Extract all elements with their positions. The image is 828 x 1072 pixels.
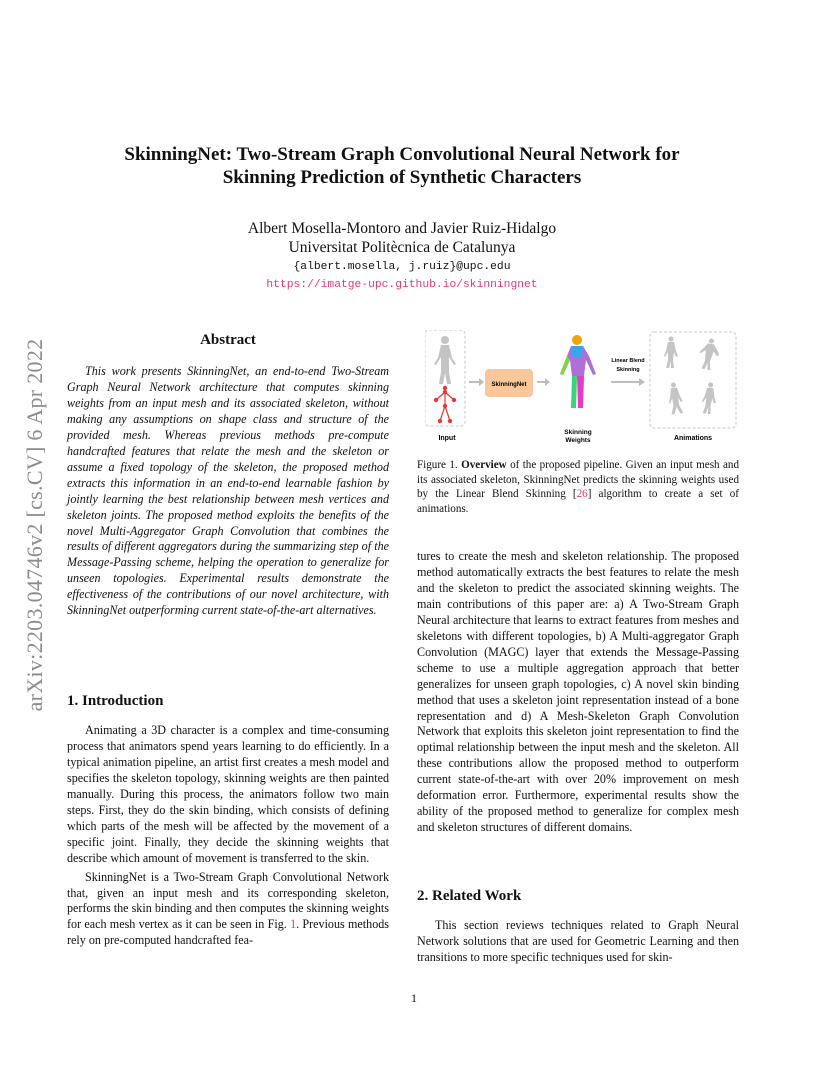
intro-continuation <box>417 549 739 836</box>
arrow-3-icon <box>611 378 645 386</box>
input-mesh-figure <box>434 336 456 384</box>
arrow-2-icon <box>537 378 550 386</box>
paper-title <box>70 143 734 189</box>
author-names: Albert Mosella-Montoro and Javier Ruiz-Hidalgo <box>247 220 557 237</box>
skinning-weights-figure <box>560 335 596 408</box>
project-url-link[interactable]: https://imatge-upc.github.io/skinningnet <box>266 279 538 291</box>
caption-text-2: ] algorithm to create a set of animations. <box>417 488 739 515</box>
introduction-heading: 1. Introduction <box>67 693 164 709</box>
input-frame <box>425 330 465 426</box>
figure-1-caption <box>417 458 739 516</box>
intro-p2-text-1: SkinningNet is a Two-Stream Graph Convolutional Network that, given an input mesh and its corresponding skeleton, performs the skin binding and then computes the skinning weights for each mesh vertex as it can be seen in Fig. <box>67 869 389 932</box>
paper-title-line-2: Skinning Prediction of Synthetic Characters <box>222 167 582 188</box>
lbs-label-line-1: Linear Blend <box>611 358 645 364</box>
page-number: 1 <box>411 991 417 1005</box>
abstract-heading: Abstract <box>200 332 256 348</box>
intro-paragraph-3: tures to create the mesh and skeleton relationship. The proposed method automatically extracts the best features to relate the mesh and the skeleton to predict the associated skinning weights. The main contributions of this paper are: a) A Two-Stream Graph Neural architecture that learns to extract features from meshes and skeletons with different topologies, b) A Multi-aggregator Graph Convolution (MAGC) layer that extends the Message-Passing scheme to use a multiple aggregation approach that better generalizes for unseen graph topologies, c) A novel skin binding method that uses a skeleton joint representation instead of a bone representation and d) A Mesh-Skeleton Graph Convolution Network that exploits this skeleton joint representation to find the optimal relationship between the input mesh and the skeleton. All these contributions allow the proposed method to outperform current state-of-the-art with over 20% improvement on mesh deformation error. Furthermore, experimental results show the ability of the proposed method to generalize for complex mesh and skeleton structures of different domains. <box>417 549 739 835</box>
caption-text-1: of the proposed pipeline. Given an input mesh and its associated skeleton, SkinningNet predicts the skinning weights used by the Linear Blend Skinning [ <box>417 459 740 501</box>
lbs-label-line-2: Skinning <box>616 367 640 373</box>
intro-paragraph-2 <box>67 870 389 950</box>
weights-label-line-1: Skinning <box>564 429 592 436</box>
arxiv-identifier-text: arXiv:2203.04746v2 [cs.CV] 6 Apr 2022 <box>22 338 47 712</box>
animation-poses <box>664 337 722 415</box>
arrow-1-icon <box>469 378 484 386</box>
caption-bold: Overview <box>461 459 507 471</box>
intro-paragraph-1: Animating a 3D character is a complex and time-consuming process that animators spend years learning to do efficiently. In a typical animation pipeline, an artist first creates a mesh model and specifies the skeleton topology, skinning weights are then painted manually. During this process, the animators follow two main steps. First, they do the skin binding, which consists of defining which parts of the mesh will be affected by the movement of a specific joint. Finally, they decide the skinning weights that describe which amount of movement is transferred to the skin. <box>67 723 389 865</box>
author-affiliation: Universitat Politècnica de Catalunya <box>288 239 516 256</box>
input-skeleton-figure <box>434 386 455 422</box>
author-block <box>70 219 734 257</box>
related-work-body <box>417 918 739 966</box>
related-paragraph-1: This section reviews techniques related to Graph Neural Network solutions that are used for Geometric Learning and then transitions to more specific techniques used for skin- <box>417 918 739 964</box>
introduction-body <box>67 723 389 949</box>
figure-1-pipeline <box>425 330 737 448</box>
animations-frame <box>650 332 736 428</box>
abstract-text: This work presents SkinningNet, an end-to-end Two-Stream Graph Neural Network architecture that computes skinning weights from an input mesh and its associated skeleton, without making any assumptions on shape class and structure of the provided mesh. Whereas previous methods pre-compute handcrafted features that relate the mesh and the skeleton or assume a fixed topology of the skeleton, the proposed method extracts this information in an end-to-end learnable fashion by jointly learning the best relationship between mesh vertices and skeleton joints. The proposed method exploits the benefits of the novel Multi-Aggregator Graph Convolution that combines the results of different aggregators during the summarizing step of the Message-Passing scheme, helping the operation to generalize for unseen topologies. Experimental results demonstrate the effectiveness of the contributions of our novel architecture, with SkinningNet outperforming current state-of-the-art alternatives. <box>67 364 389 618</box>
arxiv-identifier <box>20 290 50 760</box>
input-label: Input <box>438 435 456 442</box>
citation-link-26[interactable]: 26 <box>576 488 588 501</box>
caption-label: Figure 1. <box>417 459 458 471</box>
paper-title-line-1: SkinningNet: Two-Stream Graph Convolutional Neural Network for <box>124 144 680 165</box>
pipeline-diagram <box>425 330 737 448</box>
author-email: {albert.mosella, j.ruiz}@upc.edu <box>293 261 511 273</box>
related-work-heading: 2. Related Work <box>417 888 522 904</box>
intro-p2-text-2: . Previous methods rely on pre-computed handcrafted fea- <box>67 917 389 948</box>
figure-1-link[interactable]: 1 <box>290 917 297 932</box>
network-label: SkinningNet <box>491 382 527 388</box>
animations-label: Animations <box>673 435 713 442</box>
weights-label-line-2: Weights <box>565 437 591 444</box>
